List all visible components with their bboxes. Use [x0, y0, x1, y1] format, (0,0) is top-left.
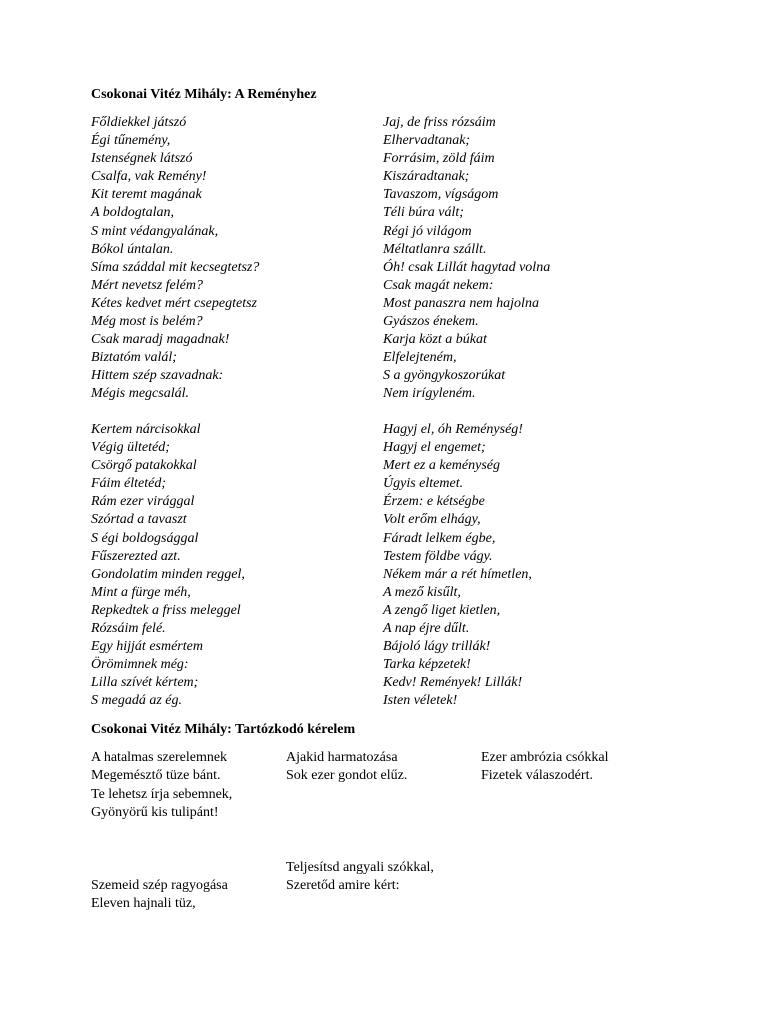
poem-line: Csak maradj magadnak!: [91, 332, 230, 348]
poem-line: Úgyis eltemet.: [383, 476, 464, 492]
poem-line: Gyászos énekem.: [383, 314, 479, 330]
poem-line: Hagyj el, óh Reménység!: [383, 422, 523, 437]
poem-line: Fáradt lelkem égbe,: [383, 530, 496, 546]
poem-line: Nékem már a rét hímetlen,: [383, 566, 532, 582]
poem-line: Mert ez a keménység: [383, 458, 501, 474]
poem-line: Tavaszom, vígságom: [383, 187, 499, 203]
poem-line: Téli búra vált;: [383, 205, 464, 221]
poem-line: Volt erőm elhágy,: [383, 512, 481, 528]
poem-line: Fáim éltetéd;: [91, 476, 167, 492]
poem-line: Tarka képzetek!: [383, 657, 471, 673]
poem-line: Égi tűnemény,: [91, 133, 171, 149]
poem-line: Gyönyörű kis tulipánt!: [91, 804, 219, 820]
poem-line: Biztatóm valál;: [91, 350, 177, 366]
poem-line: Méltatlanra szállt.: [383, 241, 487, 257]
poem-line: Elfelejteném,: [383, 350, 457, 366]
poem-line: Mint a fürge méh,: [91, 584, 191, 600]
poem-line: Még most is belém?: [91, 314, 203, 330]
poem-line: Kedv! Remények! Lillák!: [383, 675, 523, 691]
poem-line: Csalfa, vak Remény!: [91, 169, 207, 185]
poem-line: Hagyj el engemet;: [383, 440, 486, 456]
poem-line: Nem irígyleném.: [383, 386, 476, 402]
poem-line: Istenségnek látszó: [91, 151, 193, 167]
poem-line: A boldogtalan,: [91, 205, 174, 221]
poem-line: Most panaszra nem hajolna: [383, 295, 539, 311]
poem-line: Érzem: e kétségbe: [383, 494, 485, 510]
poem-line: Kit teremt magának: [91, 187, 202, 203]
poem-line: Rózsáim felé.: [91, 621, 166, 637]
poem-line: S a gyöngykoszorúkat: [383, 368, 506, 384]
poem-line: Örömimnek még:: [91, 657, 189, 673]
poem2-col1-bottom: [91, 877, 228, 914]
poem-line: Fűszerezted azt.: [91, 548, 181, 564]
poem-line: Ajakid harmatozása: [286, 750, 398, 765]
poem-line: S megadá az ég.: [91, 693, 182, 709]
poem-line: S mint védangyalának,: [91, 223, 219, 239]
poem-line: Kiszáradtanak;: [383, 169, 470, 185]
poem-line: Szemeid szép ragyogása: [91, 878, 228, 893]
poem-line: Hittem szép szavadnak:: [91, 368, 224, 384]
poem2-title: Csokonai Vitéz Mihály: Tartózkodó kérelem: [91, 722, 356, 737]
poem1-right-stanza2: [383, 421, 532, 711]
poem-line: Testem földbe vágy.: [383, 548, 493, 564]
poem-line: A zengő liget kietlen,: [383, 602, 501, 618]
poem-line: Régi jó világom: [383, 223, 472, 239]
poem-line: Óh! csak Lillát hagytad volna: [383, 259, 551, 275]
poem-line: Eleven hajnali tüz,: [91, 896, 196, 912]
poem-line: A mező kisűlt,: [383, 584, 461, 600]
poem-line: A nap éjre dűlt.: [383, 621, 470, 637]
poem-line: Rám ezer virággal: [91, 494, 195, 510]
poem-line: S égi boldogsággal: [91, 530, 199, 546]
poem-line: Elhervadtanak;: [383, 133, 471, 149]
poem2-col1-top: [91, 749, 232, 822]
poem-line: Kertem nárcisokkal: [91, 422, 201, 437]
poem2-col3-top: [481, 749, 609, 786]
poem-line: Sok ezer gondot elűz.: [286, 768, 408, 784]
poem-line: Mért nevetsz felém?: [91, 277, 203, 293]
poem-line: Szórtad a tavaszt: [91, 512, 187, 528]
poem-line: Csak magát nekem:: [383, 277, 494, 293]
poem-line: Jaj, de friss rózsáim: [383, 115, 496, 130]
poem-line: Csörgő patakokkal: [91, 458, 197, 474]
poem-line: Karja közt a búkat: [383, 332, 487, 348]
poem-line: Te lehetsz írja sebemnek,: [91, 786, 233, 802]
poem1-title: Csokonai Vitéz Mihály: A Reményhez: [91, 87, 317, 102]
poem-line: Szeretőd amire kért:: [286, 878, 400, 894]
poem1-left-stanza1: [91, 114, 259, 404]
poem-line: Forrásim, zöld fáim: [383, 151, 495, 167]
poem-line: Gondolatim minden reggel,: [91, 566, 245, 582]
poem-line: Egy hijját esmértem: [91, 639, 203, 655]
poem-line: Végig ültetéd;: [91, 440, 170, 456]
poem-line: Isten véletek!: [383, 693, 458, 709]
poem-line: Kétes kedvet mért csepegtetsz: [91, 295, 257, 311]
poem-line: Síma száddal mit kecsegtetsz?: [91, 259, 260, 275]
poem-line: Mégis megcsalál.: [91, 386, 189, 402]
poem-line: Ezer ambrózia csókkal: [481, 750, 609, 765]
poem-line: Teljesítsd angyali szókkal,: [286, 860, 434, 875]
poem2-col2-top: [286, 749, 407, 786]
poem-line: Repkedtek a friss meleggel: [91, 602, 241, 618]
poem-line: Főldiekkel játszó: [91, 115, 187, 130]
poem-line: A hatalmas szerelemnek: [91, 750, 228, 765]
poem-line: Megemésztő tüze bánt.: [91, 768, 221, 784]
poem-line: Bájoló lágy trillák!: [383, 639, 491, 655]
poem-line: Fizetek válaszodért.: [481, 768, 593, 784]
poem1-right-stanza1: [383, 114, 550, 404]
poem1-left-stanza2: [91, 421, 245, 711]
poem-line: Lilla szívét kértem;: [91, 675, 199, 691]
poem2-col2-bottom: [286, 859, 434, 896]
poem-line: Bókol úntalan.: [91, 241, 174, 257]
